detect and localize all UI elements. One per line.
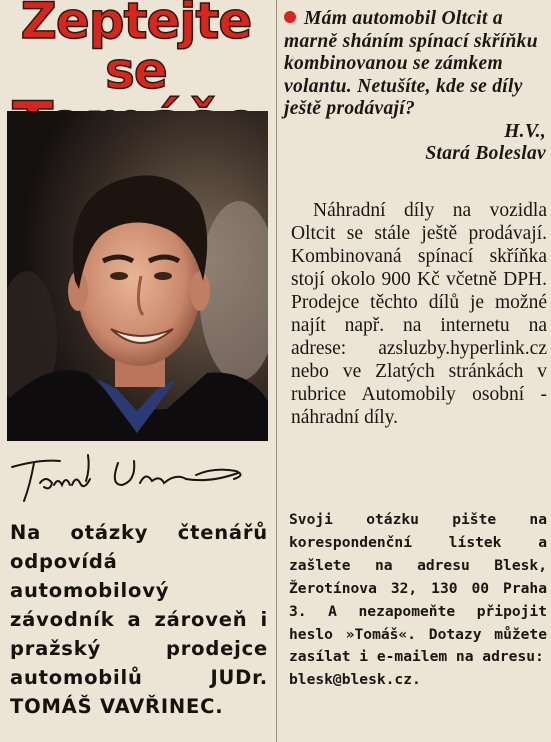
column-masthead	[0, 0, 272, 108]
question-text: Mám automobil Oltcit a marně sháním spínací skříňku kombinovanou se zámkem volantu. Netušíte, kde se díly ještě prodávají?	[284, 8, 538, 119]
contact-email: blesk@blesk.cz.	[289, 671, 421, 689]
contact-instructions	[289, 509, 547, 692]
answer-text: Náhradní díly na vozidla Oltcit se stále ještě prodávají. Kombinovaná spínací skříňka stojí okolo 900 Kč včetně DPH. Prodejce těchto dílů je možné najít např. na internetu na adrese: azsluzby.hyperlink.cz nebo ve Zlatých stránkách v rubrice Automobily osobní - náhradní díly.	[291, 200, 547, 428]
question-city: Stará Boleslav	[425, 143, 546, 164]
signature-icon	[0, 445, 272, 515]
question-signature	[284, 121, 546, 144]
bullet-icon	[284, 11, 296, 23]
portrait-photo	[7, 111, 268, 441]
contact-instructions-text: Svoji otázku pište na korespondenční lístek a zašlete na adresu Blesk, Žerotínova 32, 130 00 Praha 3. A nezapomeňte připojit heslo »Tomáš«. Dotazy můžete zasílat i e-mailem na adresu:	[289, 511, 547, 666]
author-caption: Na otázky čtenářů odpovídá automobilový závodník a zároveň i pražský prodejce automobilů JUDr. TOMÁŠ VAVŘINEC.	[10, 521, 268, 718]
portrait-illustration	[7, 111, 268, 441]
reader-question	[284, 8, 546, 166]
question-initials: H.V.,	[504, 120, 546, 142]
masthead-line-1: Zeptejte se	[20, 0, 252, 100]
column-divider	[276, 0, 277, 742]
